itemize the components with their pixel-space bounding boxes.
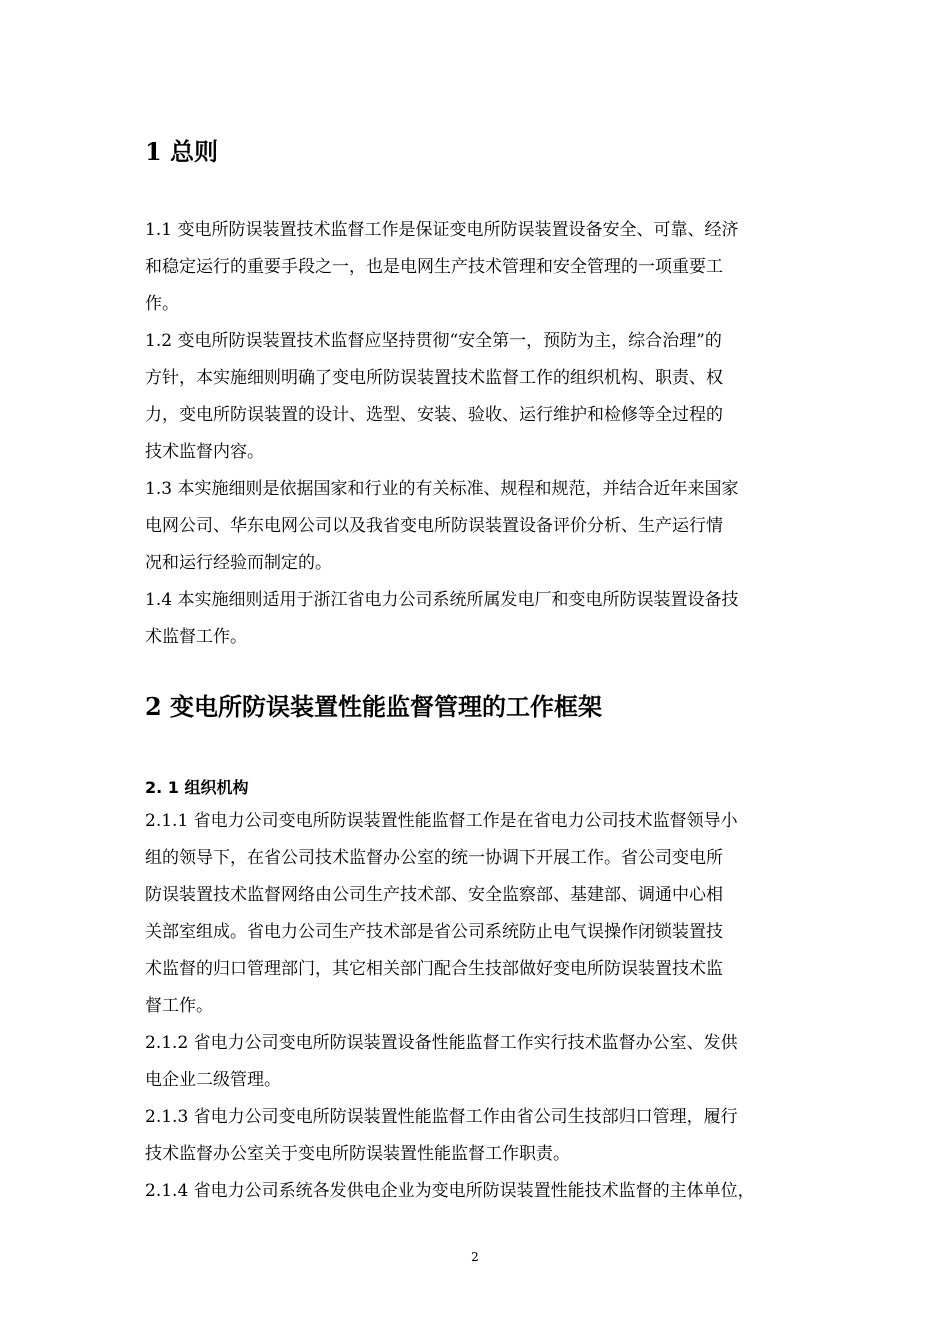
- text-line: 1.3 本实施细则是依据国家和行业的有关标准、规程和规范，并结合近年来国家: [145, 479, 739, 499]
- text-line: 组的领导下，在省公司技术监督办公室的统一协调下开展工作。省公司变电所: [145, 848, 723, 868]
- text-line: 和稳定运行的重要手段之一，也是电网生产技术管理和安全管理的一项重要工: [145, 257, 723, 277]
- text-line: 2.1.4 省电力公司系统各发供电企业为变电所防误装置性能技术监督的主体单位，: [145, 1181, 755, 1201]
- paragraph-1-1: [145, 212, 825, 323]
- text-line: 电网公司、华东电网公司以及我省变电所防误装置设备评价分析、生产运行情: [145, 516, 723, 536]
- paragraph-2-1-3: [145, 1099, 825, 1173]
- paragraph-1-4: [145, 582, 825, 656]
- text-line: 电企业二级管理。: [145, 1070, 281, 1090]
- text-line: 力，变电所防误装置的设计、选型、安装、验收、运行维护和检修等全过程的: [145, 405, 723, 425]
- paragraph-2-1-2: [145, 1025, 825, 1099]
- text-line: 作。: [145, 294, 179, 314]
- text-line: 方针，本实施细则明确了变电所防误装置技术监督工作的组织机构、职责、权: [145, 368, 723, 388]
- section-1-heading: 1 总则: [145, 137, 219, 166]
- text-line: 2.1.2 省电力公司变电所防误装置设备性能监督工作实行技术监督办公室、发供: [145, 1033, 738, 1053]
- text-line: 技术监督内容。: [145, 442, 264, 462]
- paragraph-1-3: [145, 471, 825, 582]
- text-line: 2.1.1 省电力公司变电所防误装置性能监督工作是在省电力公司技术监督领导小: [145, 811, 738, 831]
- text-line: 1.2 变电所防误装置技术监督应坚持贯彻“安全第一，预防为主，综合治理”的: [145, 331, 722, 351]
- text-line: 况和运行经验而制定的。: [145, 553, 332, 573]
- text-line: 关部室组成。省电力公司生产技术部是省公司系统防止电气误操作闭锁装置技: [145, 922, 723, 942]
- paragraph-1-2: [145, 323, 825, 471]
- text-line: 督工作。: [145, 996, 213, 1016]
- section-2-heading: 2 变电所防误装置性能监督管理的工作框架: [145, 692, 603, 721]
- paragraph-2-1-4: [145, 1173, 825, 1210]
- page-number: 2: [471, 1250, 479, 1264]
- subsection-2-1-heading: 2. 1 组织机构: [145, 778, 249, 797]
- text-line: 2.1.3 省电力公司变电所防误装置性能监督工作由省公司生技部归口管理，履行: [145, 1107, 738, 1127]
- text-line: 技术监督办公室关于变电所防误装置性能监督工作职责。: [145, 1144, 570, 1164]
- text-line: 1.4 本实施细则适用于浙江省电力公司系统所属发电厂和变电所防误装置设备技: [145, 590, 739, 610]
- text-line: 防误装置技术监督网络由公司生产技术部、安全监察部、基建部、调通中心相: [145, 885, 723, 905]
- text-line: 术监督工作。: [145, 627, 247, 647]
- text-line: 1.1 变电所防误装置技术监督工作是保证变电所防误装置设备安全、可靠、经济: [145, 220, 739, 240]
- text-line: 术监督的归口管理部门，其它相关部门配合生技部做好变电所防误装置技术监: [145, 959, 723, 979]
- paragraph-2-1-1: [145, 803, 825, 1025]
